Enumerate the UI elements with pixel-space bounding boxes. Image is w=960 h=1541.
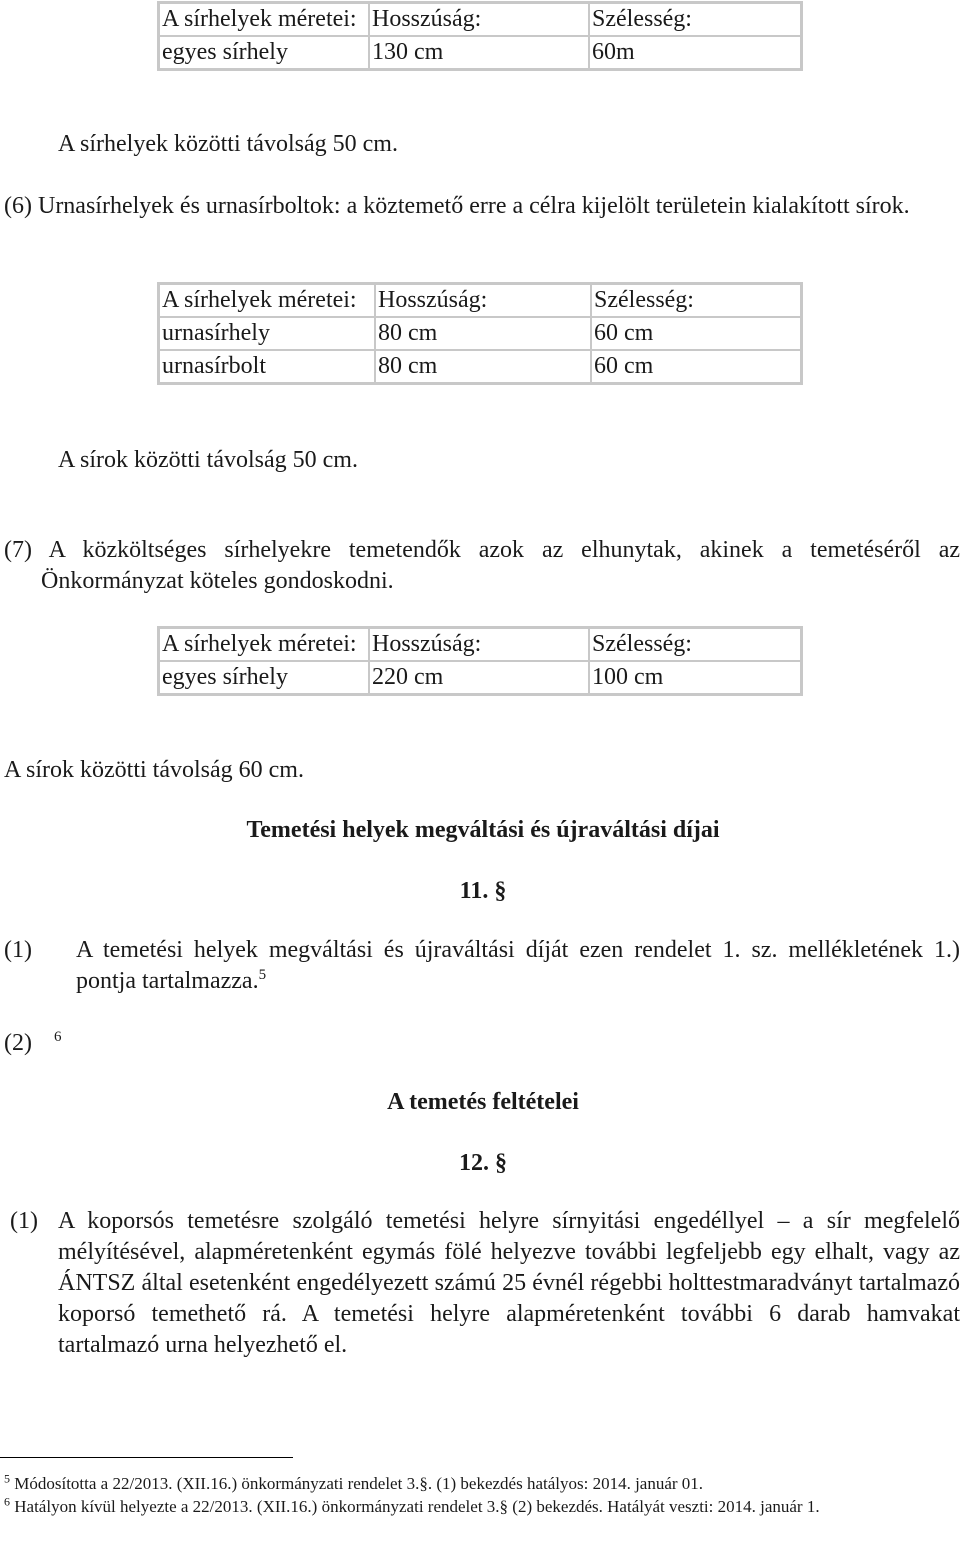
- table-row: [159, 350, 801, 383]
- table-cell: Szélesség:: [589, 3, 801, 36]
- grave-distance-note: A sírok közötti távolság 50 cm.: [58, 447, 358, 473]
- table-cell: 60 cm: [591, 350, 801, 383]
- table-cell: urnasírhely: [159, 317, 375, 350]
- table-cell: Hosszúság:: [369, 628, 589, 661]
- footnote-number: 5: [4, 1471, 10, 1486]
- dimensions-table-urn: [157, 282, 803, 385]
- grave-distance-note: A sírhelyek közötti távolság 50 cm.: [58, 131, 398, 157]
- table-cell: Szélesség:: [589, 628, 801, 661]
- table-cell: A sírhelyek méretei:: [159, 284, 375, 317]
- table-cell: egyes sírhely: [159, 36, 369, 69]
- table-cell: 130 cm: [369, 36, 589, 69]
- footnote-number: 6: [4, 1494, 10, 1509]
- footnote-text: Hatályon kívül helyezte a 22/2013. (XII.16.) önkormányzati rendelet 3.§ (2) bekezdés. Hatályát veszti: 2014. január 1.: [14, 1497, 820, 1516]
- table-cell: 80 cm: [375, 317, 591, 350]
- section-11-p2-num: (2): [4, 1030, 32, 1056]
- table-cell: urnasírbolt: [159, 350, 375, 383]
- table-header-row: [159, 284, 801, 317]
- section-11-number: 11. §: [459, 878, 507, 904]
- table-cell: 60m: [589, 36, 801, 69]
- table-cell: egyes sírhely: [159, 661, 369, 694]
- section-11-p2-number: [4, 1028, 61, 1059]
- section-11-title: Temetési helyek megváltási és újraváltási díjai: [246, 817, 720, 843]
- dimensions-table-public-grave: [157, 626, 803, 696]
- section-11-p1: [76, 935, 960, 997]
- table-header-row: [159, 628, 801, 661]
- table-cell: 100 cm: [589, 661, 801, 694]
- section-11-p1-text: A temetési helyek megváltási és újraváltási díját ezen rendelet 1. sz. mellékletének 1.) pontja tartalmazza.: [76, 937, 960, 994]
- section-12-p1: A koporsós temetésre szolgáló temetési helyre sírnyitási engedéllyel – a sír megfelelő mélyítésével, alapméretenként egymás fölé helyezve további legfeljebb egy elhalt, vagy az ÁNTSZ által esetenként engedélyezett számú 25 évnél régebbi holttestmaradványt tartalmazó koporsó temethető rá. A temetési helyre alapméretenként további 6 darab hamvakat tartalmazó urna helyezhető el.: [58, 1208, 960, 1358]
- table-cell: 80 cm: [375, 350, 591, 383]
- table-cell: A sírhelyek méretei:: [159, 628, 369, 661]
- table-cell: Hosszúság:: [369, 3, 589, 36]
- section-11-p1-number: (1): [4, 937, 32, 963]
- table-cell: Szélesség:: [591, 284, 801, 317]
- table-header-row: [159, 3, 801, 36]
- footnote-text: Módosította a 22/2013. (XII.16.) önkormányzati rendelet 3.§. (1) bekezdés hatályos: 2014. január 01.: [14, 1474, 704, 1493]
- table-cell: Hosszúság:: [375, 284, 591, 317]
- table-cell: 220 cm: [369, 661, 589, 694]
- section-12-title: A temetés feltételei: [387, 1089, 579, 1115]
- footnote-separator: [0, 1457, 293, 1458]
- section-12-p1-number: (1): [10, 1208, 38, 1234]
- paragraph-7: [4, 535, 960, 597]
- footnote-ref-5[interactable]: 5: [258, 967, 267, 983]
- dimensions-table-single-grave: [157, 1, 803, 71]
- footnote-ref-6[interactable]: 6: [53, 1029, 62, 1045]
- footnote-6: [4, 1496, 960, 1518]
- table-cell: 60 cm: [591, 317, 801, 350]
- table-row: [159, 661, 801, 694]
- footnote-5: [4, 1473, 960, 1495]
- paragraph-6-text: (6) Urnasírhelyek és urnasírboltok: a köztemető erre a célra kijelölt területein kialakított sírok.: [4, 193, 910, 219]
- table-row: [159, 317, 801, 350]
- table-row: [159, 36, 801, 69]
- paragraph-6: [4, 191, 960, 222]
- table-cell: A sírhelyek méretei:: [159, 3, 369, 36]
- grave-distance-note: A sírok közötti távolság 60 cm.: [4, 757, 304, 783]
- section-12-number: 12. §: [459, 1150, 507, 1176]
- paragraph-7-text: (7) A közköltséges sírhelyekre temetendők azok az elhunytak, akinek a temetéséről az Önkormányzat köteles gondoskodni.: [4, 537, 960, 594]
